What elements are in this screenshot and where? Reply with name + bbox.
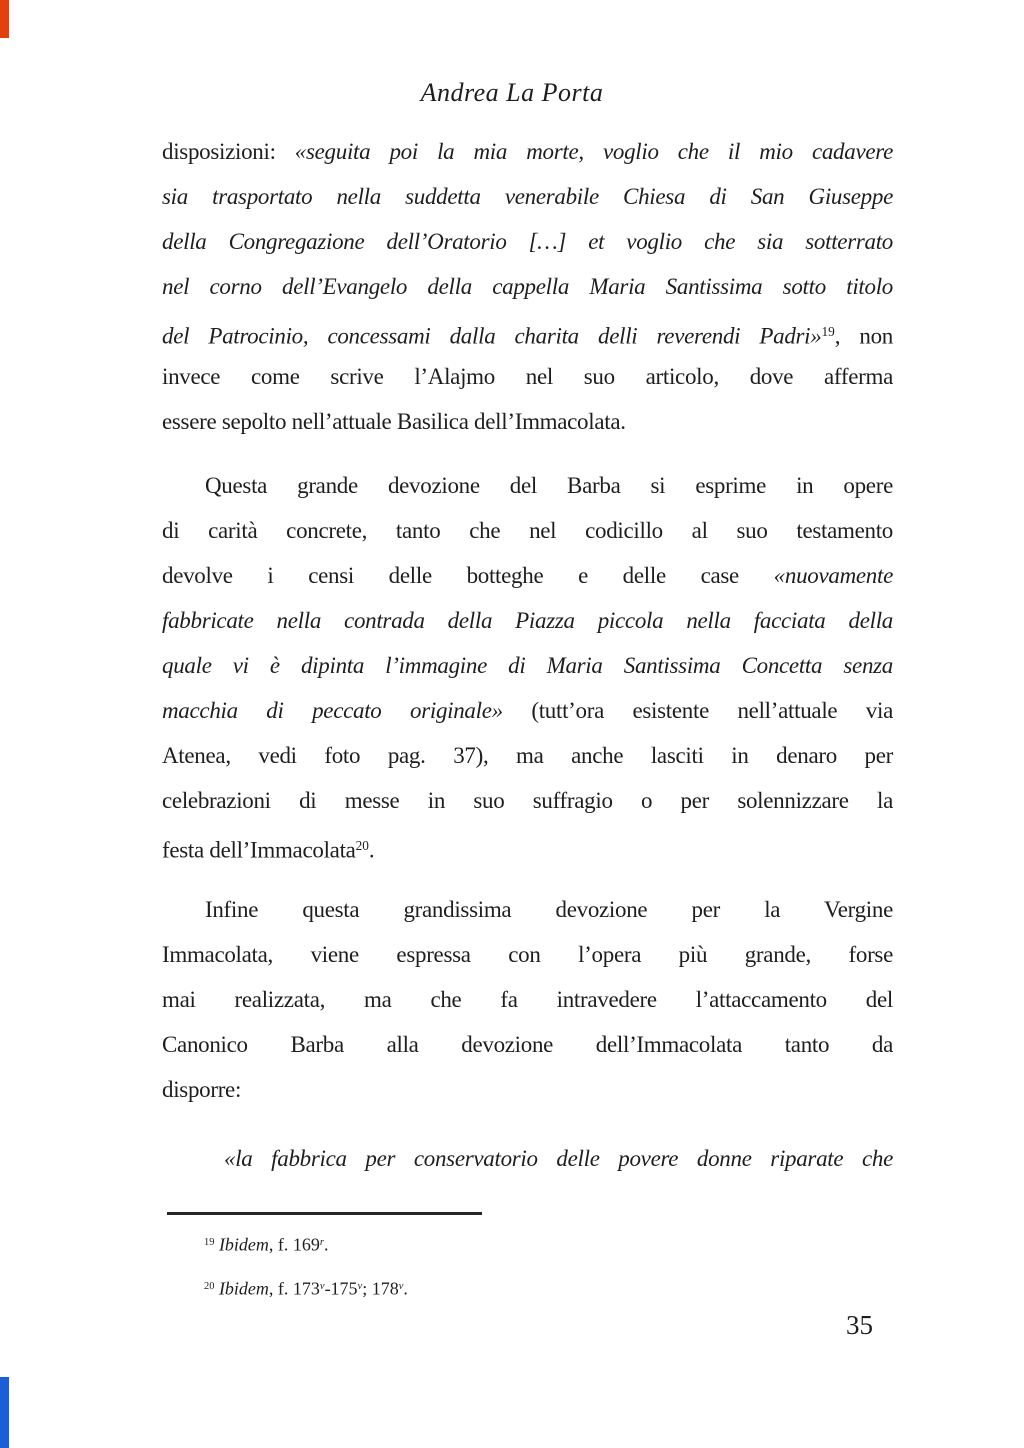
footnote-separator: [167, 1212, 482, 1215]
footnotes: [162, 1222, 893, 1309]
text-run: fabbricate nella contrada della Piazza piccola nella facciata della: [162, 608, 893, 633]
text-run: del Patrocinio, concessami dalla charita delli reverendi Padri»: [162, 323, 822, 349]
text-line: [162, 643, 893, 688]
text-line: [162, 463, 893, 508]
text-line: [162, 219, 893, 264]
text-run: nel corno dell’Evangelo della cappella Maria Santissima sotto titolo: [162, 274, 893, 299]
text-run: sia trasportato nella suddetta venerabile Chiesa di San Giuseppe: [162, 184, 893, 209]
text-line: [162, 1067, 893, 1112]
text-run: mai realizzata, ma che fa intravedere l’attaccamento del: [162, 987, 893, 1012]
text-line: [162, 399, 893, 444]
text-line: [162, 688, 893, 733]
text-line: [162, 129, 893, 174]
text-run: «seguita poi la mia morte, voglio che il mio cadavere: [294, 139, 893, 164]
text-run: festa dell’Immacolata: [162, 837, 356, 863]
footnote-marker: 20: [355, 838, 369, 853]
footnote-marker: v: [319, 1280, 325, 1292]
text-line: [162, 1022, 893, 1067]
text-run: Ibidem: [218, 1278, 269, 1299]
text-run: devolve i censi delle botteghe e delle case: [162, 563, 774, 588]
text-run: quale vi è dipinta l’immagine di Maria Santissima Concetta senza: [162, 653, 893, 678]
text-line: [162, 174, 893, 219]
footnote: [162, 1222, 893, 1266]
block-quote: [162, 1136, 893, 1181]
text-run: , non: [834, 323, 893, 349]
text-run: , f. 169: [268, 1234, 320, 1255]
text-line: [162, 1136, 893, 1181]
text-run: Canonico Barba alla devozione dell’Immacolata tanto da: [162, 1032, 893, 1057]
paragraph: [162, 887, 893, 1112]
text-run: ; 178: [362, 1278, 399, 1299]
text-run: disposizioni:: [162, 139, 295, 164]
text-line: [162, 887, 893, 932]
scan-edge-mark-top: [0, 0, 9, 38]
body-text: [162, 129, 893, 1181]
text-run: invece come scrive l’Alajmo nel suo articolo, dove afferma: [162, 364, 893, 389]
text-line: [162, 264, 893, 309]
text-line: [162, 733, 893, 778]
text-run: , f. 173: [268, 1278, 320, 1299]
footnote-marker: r: [319, 1237, 324, 1248]
text-line: [162, 508, 893, 553]
footnote-marker: v: [398, 1280, 404, 1292]
text-run: di carità concrete, tanto che nel codicillo al suo testamento: [162, 518, 893, 543]
running-header: Andrea La Porta: [420, 78, 604, 107]
text-run: essere sepolto nell’attuale Basilica dell’Immacolata.: [162, 409, 626, 434]
text-run: Ibidem: [218, 1234, 269, 1255]
text-line: [162, 354, 893, 399]
text-run: celebrazioni di messe in suo suffragio o per solennizzare la: [162, 788, 893, 813]
text-line: [162, 309, 893, 354]
page-number: 35: [846, 1310, 873, 1340]
text-run: disporre:: [162, 1077, 242, 1102]
footnote-marker: v: [357, 1280, 363, 1292]
text-run: .: [323, 1234, 329, 1255]
text-line: [162, 553, 893, 598]
text-run: -175: [324, 1278, 358, 1299]
paragraph: [162, 463, 893, 868]
footnote-marker: 19: [204, 1237, 215, 1248]
text-line: [162, 778, 893, 823]
scan-edge-mark-bottom: [0, 1377, 9, 1448]
text-run: della Congregazione dell’Oratorio […] et voglio che sia sotterrato: [162, 229, 893, 254]
text-line: [162, 977, 893, 1022]
text-run: (tutt’ora esistente nell’attuale via: [502, 698, 894, 723]
text-line: [162, 598, 893, 643]
text-run: «nuovamente: [773, 563, 893, 588]
text-run: .: [368, 837, 375, 863]
paragraph: [162, 129, 893, 444]
text-line: [162, 932, 893, 977]
text-run: Questa grande devozione del Barba si esprime in opere: [205, 473, 893, 498]
text-run: .: [403, 1278, 408, 1299]
footnote-marker: 20: [204, 1280, 215, 1292]
text-run: Immacolata, viene espressa con l’opera più grande, forse: [162, 942, 893, 967]
text-line: [162, 823, 893, 868]
footnote: [162, 1266, 893, 1310]
text-run: Infine questa grandissima devozione per la Vergine: [205, 897, 893, 922]
text-run: «la fabbrica per conservatorio delle povere donne riparate che: [224, 1146, 893, 1171]
text-run: Atenea, vedi foto pag. 37), ma anche lasciti in denaro per: [162, 743, 893, 768]
footnote-marker: 19: [821, 324, 835, 339]
text-run: macchia di peccato originale»: [162, 698, 503, 723]
